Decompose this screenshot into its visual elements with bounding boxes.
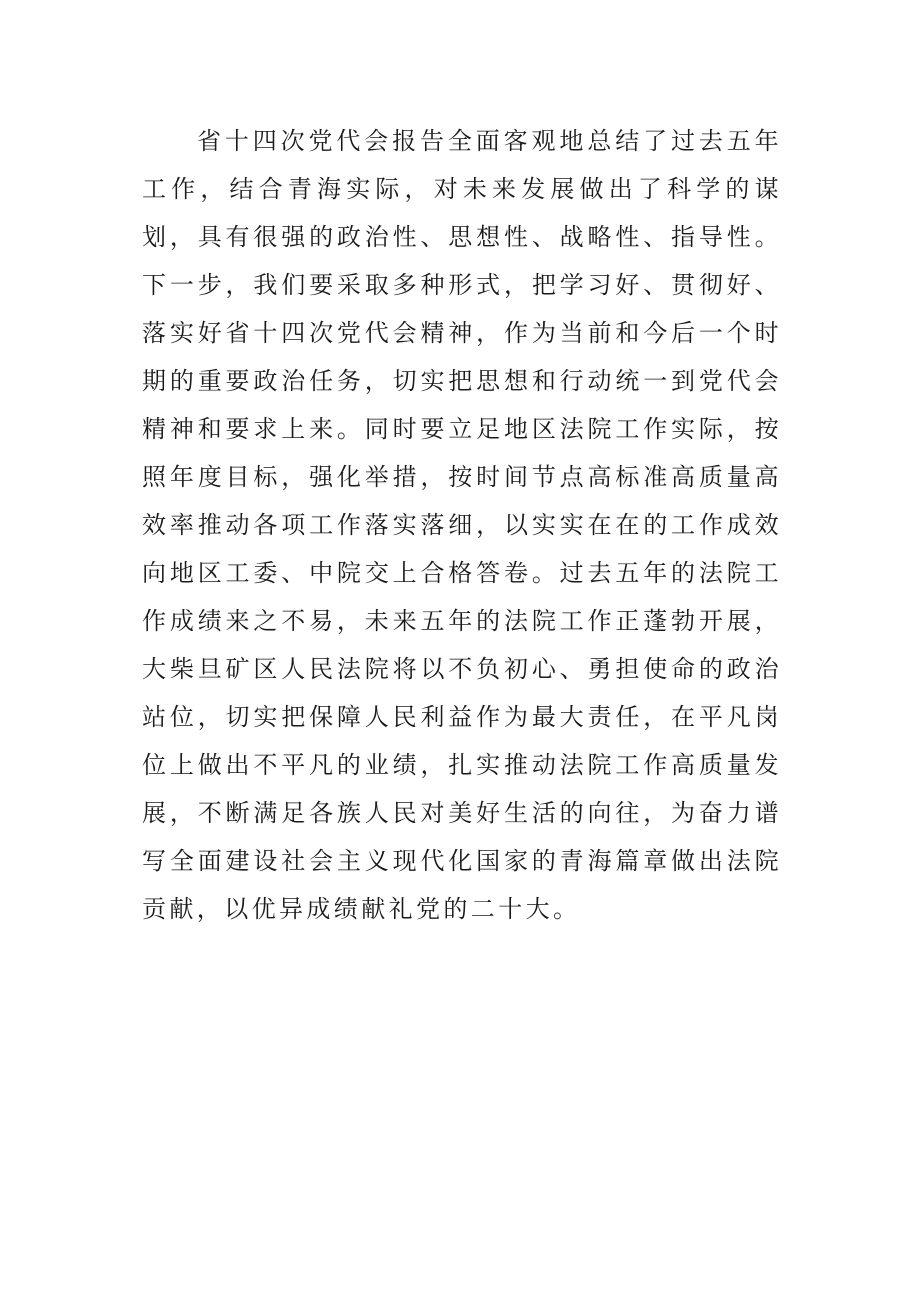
body-paragraph: 省十四次党代会报告全面客观地总结了过去五年工作，结合青海实际，对未来发展做出了科学的谋划，具有很强的政治性、思想性、战略性、指导性。下一步，我们要采取多种形式，把学习好、贯彻好、落实好省十四次党代会精神，作为当前和今后一个时期的重要政治任务，切实把思想和行动统一到党代会精神和要求上来。同时要立足地区法院工作实际，按照年度目标，强化举措，按时间节点高标准高质量高效率推动各项工作落实落细，以实实在在的工作成效向地区工委、中院交上合格答卷。过去五年的法院工作成绩来之不易，未来五年的法院工作正蓬勃开展，大柴旦矿区人民法院将以不负初心、勇担使命的政治站位，切实把保障人民利益作为最大责任，在平凡岗位上做出不平凡的业绩，扎实推动法院工作高质量发展，不断满足各族人民对美好生活的向往，为奋力谱写全面建设社会主义现代化国家的青海篇章做出法院贡献，以优异成绩献礼党的二十大。 (142, 127, 782, 923)
